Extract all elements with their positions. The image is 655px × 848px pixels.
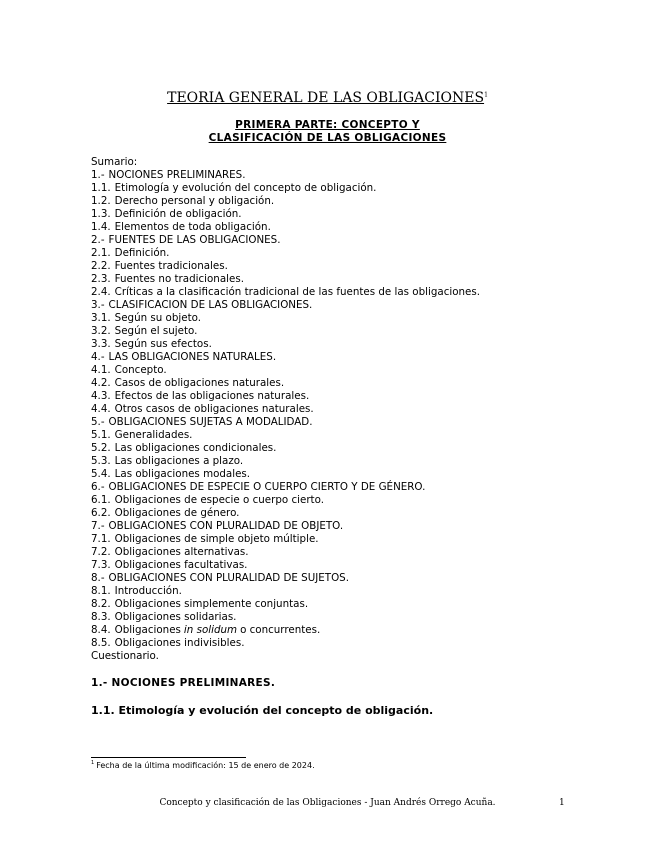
summary-item-number: 6.- [91, 481, 105, 493]
summary-item-number: 8.2. [91, 598, 111, 610]
summary-item [91, 260, 591, 273]
summary-item [91, 468, 591, 481]
summary-item [91, 546, 591, 559]
summary-item-number: 4.1. [91, 364, 111, 376]
footnote-marker: 1 [91, 760, 95, 767]
summary-item [91, 208, 591, 221]
summary-item-number: 4.- [91, 351, 105, 363]
summary-item-text: Obligaciones de simple objeto múltiple. [114, 533, 319, 545]
summary-item-number: 1.- [91, 169, 105, 181]
summary-item-text: Las obligaciones a plazo. [114, 455, 244, 467]
summary-item-number: 8.4. [91, 624, 111, 636]
summary-item-number: 3.2. [91, 325, 111, 337]
summary-item-number: 8.3. [91, 611, 111, 623]
summary-item-number: 1.4. [91, 221, 111, 233]
summary-item-text: Obligaciones indivisibles. [114, 637, 245, 649]
summary-item-text: Concepto. [114, 364, 167, 376]
summary-item [91, 169, 591, 182]
summary-item [91, 455, 591, 468]
summary-item [91, 312, 591, 325]
summary-item [91, 559, 591, 572]
footnote-reference[interactable]: 1 [484, 91, 488, 99]
summary-label: Sumario: [91, 156, 138, 168]
summary-item-text: Las obligaciones condicionales. [114, 442, 277, 454]
summary-item-text: NOCIONES PRELIMINARES. [108, 169, 246, 181]
summary-item-text: Obligaciones alternativas. [114, 546, 249, 558]
summary-item [91, 273, 591, 286]
summary-item [91, 377, 591, 390]
summary-item-number: 1.2. [91, 195, 111, 207]
summary-item-text: Las obligaciones modales. [114, 468, 251, 480]
summary-item-text: Obligaciones de género. [114, 507, 240, 519]
summary-item [91, 390, 591, 403]
summary-item-number: 4.2. [91, 377, 111, 389]
summary-item-number: 3.3. [91, 338, 111, 350]
summary-item-number: 6.1. [91, 494, 111, 506]
summary-item-text: Casos de obligaciones naturales. [114, 377, 285, 389]
page-number: 1 [559, 798, 565, 808]
summary-item [91, 403, 591, 416]
summary-item [91, 234, 591, 247]
summary-item [91, 416, 591, 429]
section-heading-1: 1.- NOCIONES PRELIMINARES. [91, 677, 276, 689]
summary-item [91, 637, 591, 650]
summary-closing: Cuestionario. [91, 650, 159, 662]
subtitle-line-1: PRIMERA PARTE: CONCEPTO Y [235, 119, 420, 131]
subsection-heading-1-1: 1.1. Etimología y evolución del concepto de obligación. [91, 704, 434, 717]
title-text: TEORIA GENERAL DE LAS OBLIGACIONES [167, 90, 485, 106]
subtitle-line-2: CLASIFICACIÓN DE LAS OBLIGACIONES [208, 131, 447, 144]
summary-item-text: FUENTES DE LAS OBLIGACIONES. [108, 234, 281, 246]
footnote-divider [91, 757, 246, 758]
summary-item-text-after: o concurrentes. [240, 624, 321, 636]
summary-item [91, 611, 591, 624]
summary-item [91, 572, 591, 585]
summary-item-text: Obligaciones de especie o cuerpo cierto. [114, 494, 324, 506]
summary-item-number: 5.1. [91, 429, 111, 441]
summary-item [91, 286, 591, 299]
summary-item-number: 4.3. [91, 390, 111, 402]
summary-item-number: 7.1. [91, 533, 111, 545]
footnote-text: Fecha de la última modificación: 15 de enero de 2024. [96, 761, 315, 770]
summary-item-text: Fuentes no tradicionales. [114, 273, 244, 285]
summary-item-text: Otros casos de obligaciones naturales. [114, 403, 314, 415]
summary-item-number: 7.3. [91, 559, 111, 571]
summary-item-number: 1.3. [91, 208, 111, 220]
summary-item [91, 624, 591, 637]
summary-item-text: Fuentes tradicionales. [114, 260, 228, 272]
summary-item-number: 8.- [91, 572, 105, 584]
summary-item-number: 8.5. [91, 637, 111, 649]
summary-item-text: Según el sujeto. [114, 325, 198, 337]
summary-item-number: 3.1. [91, 312, 111, 324]
summary-item-number: 5.3. [91, 455, 111, 467]
summary-item-number: 5.- [91, 416, 105, 428]
summary-item [91, 247, 591, 260]
summary-item-text: Definición de obligación. [114, 208, 242, 220]
summary-item-text: OBLIGACIONES DE ESPECIE O CUERPO CIERTO Y DE GÉNERO. [108, 481, 426, 493]
summary-item-text: OBLIGACIONES CON PLURALIDAD DE SUJETOS. [108, 572, 349, 584]
summary-item [91, 351, 591, 364]
summary-item-text: Según sus efectos. [114, 338, 212, 350]
summary-item-text: Derecho personal y obligación. [114, 195, 275, 207]
summary-item [91, 520, 591, 533]
summary-item [91, 325, 591, 338]
summary-item-text: Obligaciones [114, 624, 181, 636]
summary-item-number: 7.2. [91, 546, 111, 558]
summary-item-text: Obligaciones solidarias. [114, 611, 237, 623]
summary-item-text: OBLIGACIONES SUJETAS A MODALIDAD. [108, 416, 313, 428]
summary-item-number: 2.3. [91, 273, 111, 285]
summary-item [91, 182, 591, 195]
summary-item-text: LAS OBLIGACIONES NATURALES. [108, 351, 277, 363]
summary-item-number: 5.2. [91, 442, 111, 454]
summary-item [91, 507, 591, 520]
summary-item [91, 598, 591, 611]
summary-item [91, 494, 591, 507]
summary-item [91, 442, 591, 455]
summary-item [91, 364, 591, 377]
summary-item-text: OBLIGACIONES CON PLURALIDAD DE OBJETO. [108, 520, 344, 532]
summary-item-number: 2.- [91, 234, 105, 246]
summary-item-italic: in solidum [183, 624, 238, 636]
summary-item [91, 299, 591, 312]
summary-item-number: 2.2. [91, 260, 111, 272]
summary-item [91, 585, 591, 598]
summary-list [91, 156, 591, 663]
summary-item-number: 5.4. [91, 468, 111, 480]
summary-item [91, 533, 591, 546]
summary-item [91, 338, 591, 351]
summary-item [91, 195, 591, 208]
summary-item-text: CLASIFICACION DE LAS OBLIGACIONES. [108, 299, 313, 311]
page-footer: Concepto y clasificación de las Obligaciones - Juan Andrés Orrego Acuña. [159, 798, 496, 808]
summary-item-number: 7.- [91, 520, 105, 532]
summary-item-number: 8.1. [91, 585, 111, 597]
summary-item-number: 2.4. [91, 286, 111, 298]
summary-item-number: 3.- [91, 299, 105, 311]
document-subtitle [0, 119, 655, 144]
summary-item [91, 481, 591, 494]
summary-item-text: Según su objeto. [114, 312, 202, 324]
summary-item-number: 6.2. [91, 507, 111, 519]
summary-item-number: 2.1. [91, 247, 111, 259]
summary-item-text: Obligaciones simplemente conjuntas. [114, 598, 309, 610]
summary-item-number: 4.4. [91, 403, 111, 415]
summary-item [91, 221, 591, 234]
summary-item-text: Introducción. [114, 585, 182, 597]
summary-item-text: Definición. [114, 247, 170, 259]
summary-item-text: Generalidades. [114, 429, 193, 441]
summary-item-text: Críticas a la clasificación tradicional de las fuentes de las obligaciones. [114, 286, 481, 298]
summary-item-text: Etimología y evolución del concepto de obligación. [114, 182, 377, 194]
footnote [91, 761, 315, 771]
document-title [0, 89, 655, 107]
summary-item-text: Elementos de toda obligación. [114, 221, 271, 233]
summary-item [91, 429, 591, 442]
summary-item-text: Obligaciones facultativas. [114, 559, 248, 571]
summary-item-number: 1.1. [91, 182, 111, 194]
summary-item-text: Efectos de las obligaciones naturales. [114, 390, 310, 402]
